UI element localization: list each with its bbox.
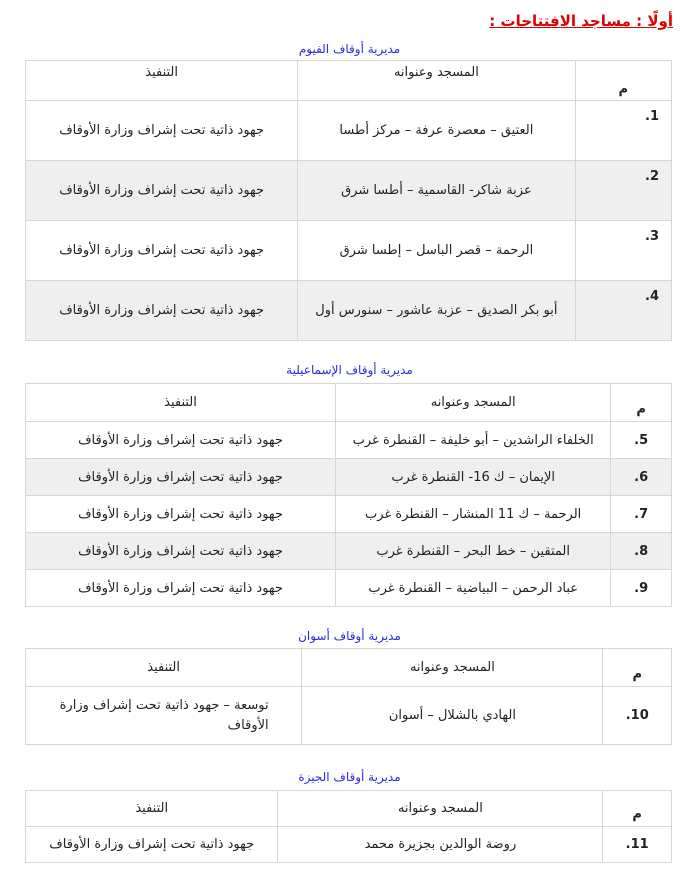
row-mosque: الخلفاء الراشدين – أبو خليفة – القنطرة غرب — [336, 422, 611, 459]
table-row — [26, 687, 672, 745]
table-row — [26, 533, 672, 570]
row-num: 4. — [575, 281, 671, 341]
section-title-ismailia: مديرية أوقاف الإسماعيلية — [286, 363, 413, 377]
row-mosque: أبو بكر الصديق – عزبة عاشور – سنورس أول — [298, 281, 575, 341]
row-mosque: روضة الوالدين بجزيرة محمد — [278, 827, 603, 863]
table-row — [26, 101, 672, 161]
row-mosque: الهادي بالشلال – أسوان — [302, 687, 603, 745]
header-num: م — [575, 61, 671, 101]
header-mosque: المسجد وعنوانه — [278, 791, 603, 827]
header-num: م — [611, 384, 672, 422]
table-row — [26, 161, 672, 221]
row-exec: توسعة – جهود ذاتية تحت إشراف وزارة الأوقاف — [59, 697, 269, 733]
row-num: 5. — [611, 422, 672, 459]
row-exec: جهود ذاتية تحت إشراف وزارة الأوقاف — [26, 281, 298, 341]
header-exec: التنفيذ — [26, 61, 298, 101]
table-ismailia — [25, 383, 672, 607]
table-row — [26, 570, 672, 607]
table-aswan — [25, 648, 672, 745]
section-title-fayoum: مديرية أوقاف الفيوم — [298, 42, 401, 56]
row-num: 7. — [611, 496, 672, 533]
header-exec: التنفيذ — [26, 791, 278, 827]
row-num: 6. — [611, 459, 672, 496]
table-row — [26, 281, 672, 341]
header-exec: التنفيذ — [26, 384, 336, 422]
row-num: 9. — [611, 570, 672, 607]
header-mosque: المسجد وعنوانه — [336, 384, 611, 422]
header-exec: التنفيذ — [26, 649, 302, 687]
row-num: 10. — [603, 687, 672, 745]
table-row — [26, 496, 672, 533]
row-exec: جهود ذاتية تحت إشراف وزارة الأوقاف — [26, 161, 298, 221]
row-exec: جهود ذاتية تحت إشراف وزارة الأوقاف — [26, 221, 298, 281]
row-exec: جهود ذاتية تحت إشراف وزارة الأوقاف — [26, 422, 336, 459]
table-row — [26, 422, 672, 459]
row-exec: جهود ذاتية تحت إشراف وزارة الأوقاف — [26, 459, 336, 496]
row-mosque: الرحمة – قصر الباسل – إطسا شرق — [298, 221, 575, 281]
row-exec: جهود ذاتية تحت إشراف وزارة الأوقاف — [26, 101, 298, 161]
row-exec: جهود ذاتية تحت إشراف وزارة الأوقاف — [26, 533, 336, 570]
row-num: 11. — [603, 827, 672, 863]
row-mosque: العتيق – معصرة عرفة – مركز أطسا — [298, 101, 575, 161]
table-giza — [25, 790, 672, 863]
row-mosque: المتقين – خط البحر – القنطرة غرب — [336, 533, 611, 570]
section-title-aswan: مديرية أوقاف أسوان — [298, 629, 401, 643]
row-mosque: الإيمان – ك 16- القنطرة غرب — [336, 459, 611, 496]
header-num: م — [603, 791, 672, 827]
table-fayoum — [25, 60, 672, 341]
row-num: 2. — [575, 161, 671, 221]
header-mosque: المسجد وعنوانه — [302, 649, 603, 687]
row-mosque: الرحمة – ك 11 المنشار – القنطرة غرب — [336, 496, 611, 533]
row-exec: جهود ذاتية تحت إشراف وزارة الأوقاف — [26, 570, 336, 607]
header-mosque: المسجد وعنوانه — [298, 61, 575, 101]
table-row — [26, 221, 672, 281]
header-num: م — [603, 649, 672, 687]
row-exec: جهود ذاتية تحت إشراف وزارة الأوقاف — [26, 496, 336, 533]
page-title: أولًا : مساجد الافتتاحات : — [489, 12, 673, 30]
row-num: 1. — [575, 101, 671, 161]
row-mosque: عزبة شاكر- القاسمية – أطسا شرق — [298, 161, 575, 221]
row-mosque: عباد الرحمن – البياضية – القنطرة غرب — [336, 570, 611, 607]
table-row — [26, 459, 672, 496]
section-title-giza: مديرية أوقاف الجيزة — [298, 770, 401, 784]
row-num: 8. — [611, 533, 672, 570]
table-row — [26, 827, 672, 863]
row-exec: جهود ذاتية تحت إشراف وزارة الأوقاف — [26, 827, 278, 863]
row-num: 3. — [575, 221, 671, 281]
